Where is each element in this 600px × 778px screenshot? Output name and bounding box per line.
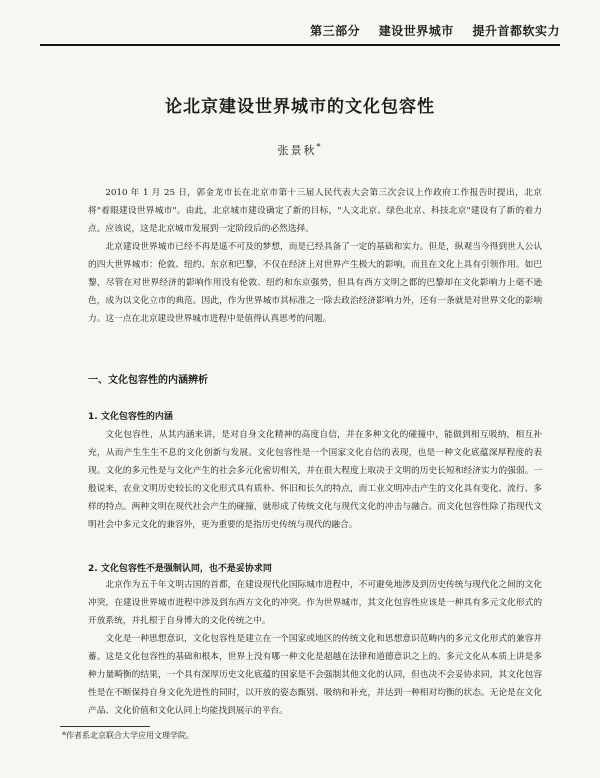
subsection-1-text [88,426,542,534]
intro-paragraph-2: 北京建设世界城市已经不再是遥不可及的梦想，而是已经具备了一定的基础和实力。但是，纵观当今得到世人公认的四大世界城市：伦敦、纽约、东京和巴黎，不仅在经济上对世界产生极大的影响，而且在文化上具有引领作用。如巴黎，尽管在对世界经济的影响作用没有伦敦、纽约和东京强势，但具有西方文明之都的巴黎却在文化影响力上毫不逊色，成为以文化立市的典范。因此，作为世界城市其标准之一除去政治经济影响力外，还有一条就是对世界文化的影响力。这一点在北京建设世界城市进程中是值得认真思考的问题。 [88,242,542,324]
running-header [40,22,560,44]
subsection-2-paragraph-1: 北京作为五千年文明古国的首都，在建设现代化国际城市进程中，不可避免地涉及到历史传统与现代化之间的文化冲突，在建设世界城市进程中涉及到东西方文化的冲突。作为世界城市，其文化包容性应该是一种具有多元文化形式的开放系统，并扎根于自身博大的文化传统之中。 [88,580,542,626]
header-subsection: 提升首都软实力 [472,24,560,38]
header-part: 第三部分 [310,24,361,38]
footnote-rule [60,726,150,727]
subsection-1-paragraph: 文化包容性，从其内涵来讲，是对自身文化精神的高度自信，并在多种文化的碰撞中，能做到相互吸纳，相互补充，从而产生生生不息的文化创新与发展。文化包容性是一个国家文化自信的表现，也是一种文化底蕴深厚程度的表现。文化的多元性是与文化产生的社会多元化密切相关，并在很大程度上取决于文明的历史长短和经济实力的强弱。一般说来，农业文明历史较长的文化形式具有质朴、怀旧和长久的特点，而工业文明冲击产生的文化具有变化、流行、多样的特点。两种文明在现代社会产生的碰撞，就形成了传统文化与现代文化的冲击与融合。而文化包容性除了指现代文明社会中多元文化的兼容外，更为重要的是指历史传统与现代的融合。 [88,430,542,530]
subsection-1-heading: 1. 文化包容性的内涵 [88,412,173,422]
author-footnote-mark: * [316,142,323,152]
section-1-heading: 一、文化包容性的内涵辨析 [88,375,208,386]
subsection-2-paragraph-2: 文化是一种思想意识，文化包容性是建立在一个国家或地区的传统文化和思想意识范畴内的多元文化形式的兼容并蓄。这是文化包容性的基础和根本，世界上没有哪一种文化是超越在法律和道德意识之上的。多元文化从本质上讲是多种力量畸衡的结果，一个具有深厚历史文化底蕴的国家是不会强制其他文化的认同，但也决不会妥协求同，其文化包容性是在不断保持自身文化先进性的同时，以开放的姿态甄别、吸纳和补充，并达到一种相对均衡的状态。无论是在文化产品、文化价值和文化认同上均能找到展示的平台。 [88,634,542,716]
author-line [0,142,600,158]
intro-text [88,184,542,328]
author-name: 张景秋 [277,144,317,157]
article-title: 论北京建设世界城市的文化包容性 [165,97,435,117]
footnote: *作者系北京联合大学应用文理学院。 [62,731,194,740]
header-rule [40,44,560,46]
subsection-2-text [88,576,542,720]
subsection-2-heading: 2. 文化包容性不是强制认同，也不是妥协求同 [88,564,272,574]
header-section: 建设世界城市 [378,24,454,38]
intro-paragraph-1: 2010 年 1 月 25 日，郭金龙市长在北京市第十三届人民代表大会第三次会议上作政府工作报告时提出，北京将"着眼建设世界城市"。由此，北京城市建设确定了新的目标，"人文北京、绿色北京、科技北京"建设有了新的着力点。应该说，这是北京城市发展到一定阶段后的必然选择。 [88,188,542,234]
